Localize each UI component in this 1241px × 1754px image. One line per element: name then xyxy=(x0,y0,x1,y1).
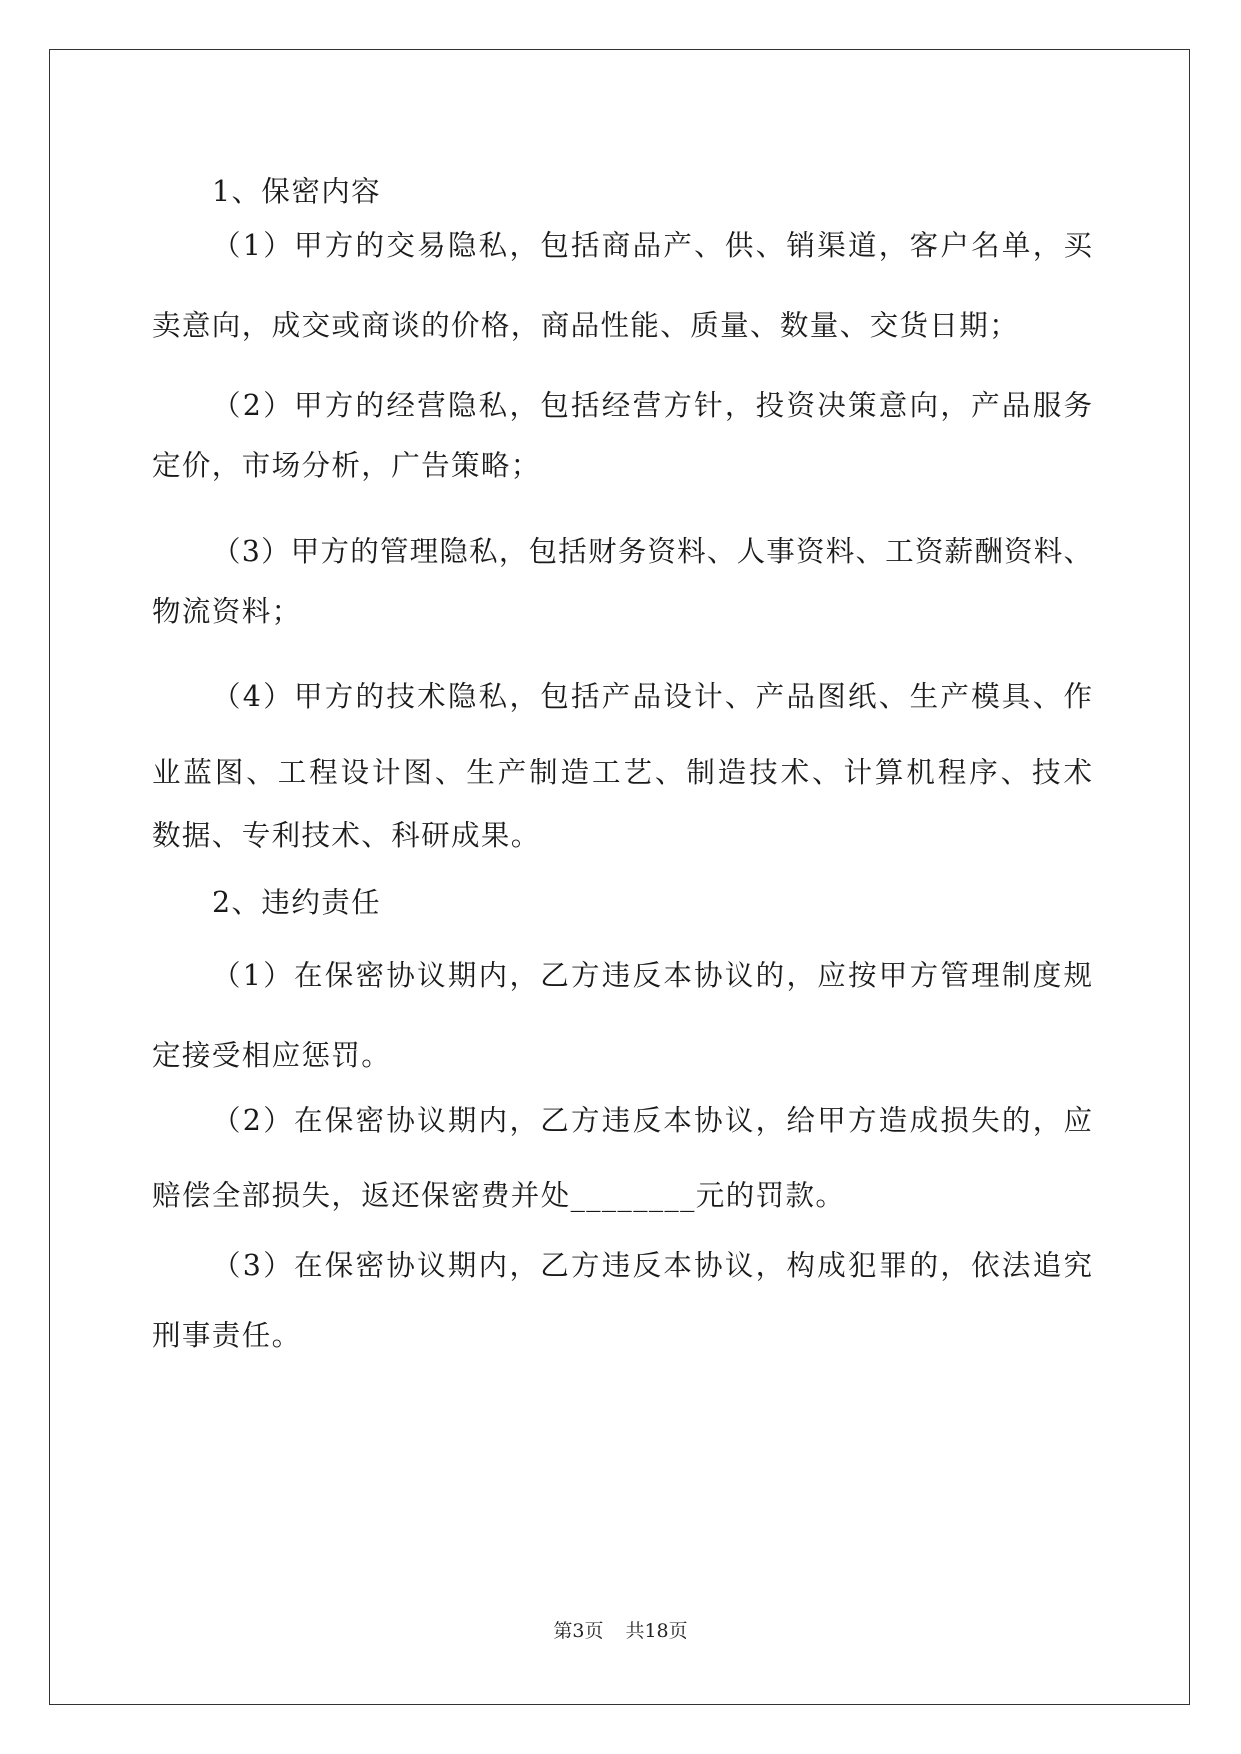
page-number: 第3页 xyxy=(553,1620,604,1642)
page-border xyxy=(49,49,1190,1705)
paragraph-line: 物流资料； xyxy=(152,595,302,628)
paragraph-line: 赔偿全部损失，返还保密费并处________元的罚款。 xyxy=(152,1179,846,1212)
paragraph-line: （3）在保密协议期内，乙方违反本协议，构成犯罪的，依法追究 xyxy=(212,1249,1092,1282)
page-total: 共18页 xyxy=(625,1620,688,1642)
paragraph-line: （4）甲方的技术隐私，包括产品设计、产品图纸、生产模具、作 xyxy=(212,680,1092,713)
paragraph-line: 定价，市场分析，广告策略； xyxy=(152,449,541,482)
paragraph-line: 业蓝图、工程设计图、生产制造工艺、制造技术、计算机程序、技术 xyxy=(152,756,1092,789)
paragraph-line: （2）在保密协议期内，乙方违反本协议，给甲方造成损失的，应 xyxy=(212,1104,1092,1137)
paragraph-line: （1）甲方的交易隐私，包括商品产、供、销渠道，客户名单，买 xyxy=(212,229,1092,262)
page-footer xyxy=(0,1618,1241,1644)
paragraph-line: （3）甲方的管理隐私，包括财务资料、人事资料、工资薪酬资料、 xyxy=(212,535,1092,568)
paragraph-line: （1）在保密协议期内，乙方违反本协议的，应按甲方管理制度规 xyxy=(212,959,1092,992)
section-heading-breach-liability: 2、违约责任 xyxy=(212,886,382,919)
paragraph-line: （2）甲方的经营隐私，包括经营方针，投资决策意向，产品服务 xyxy=(212,389,1092,422)
paragraph-line: 定接受相应惩罚。 xyxy=(152,1039,392,1072)
section-heading-confidential-content: 1、保密内容 xyxy=(212,175,382,208)
paragraph-line: 刑事责任。 xyxy=(152,1319,302,1352)
paragraph-line: 卖意向，成交或商谈的价格，商品性能、质量、数量、交货日期； xyxy=(152,309,1020,342)
paragraph-line: 数据、专利技术、科研成果。 xyxy=(152,819,541,852)
